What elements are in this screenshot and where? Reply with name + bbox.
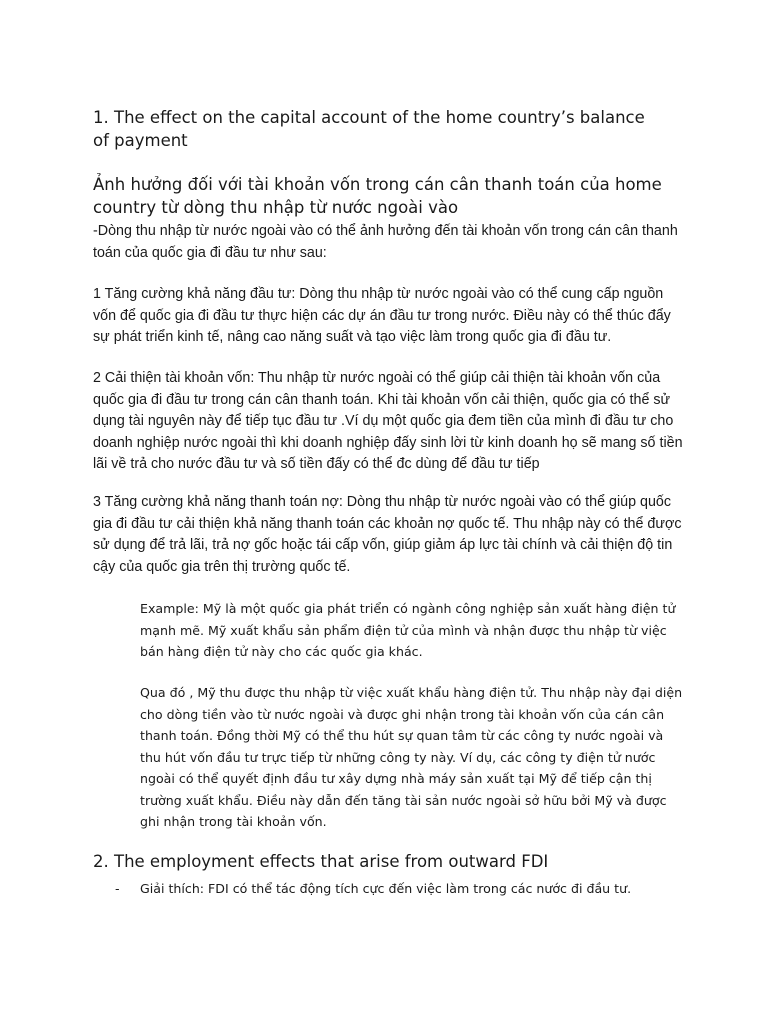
- bullet-list-item: [115, 878, 685, 900]
- section-1-heading: 1. The effect on the capital account of the home country’s balance of payment: [93, 108, 645, 150]
- example-paragraph: Example: Mỹ là một quốc gia phát triển có ngành công nghiệp sản xuất hàng điện tử mạnh mẽ. Mỹ xuất khẩu sản phẩm điện tử của mình và nhận được thu nhập từ việc bán hàng điện tử này cho các quốc gia khác.: [140, 601, 676, 659]
- example-detail-paragraph: Qua đó , Mỹ thu được thu nhập từ việc xuất khẩu hàng điện tử. Thu nhập này đại diện cho dòng tiền vào từ nước ngoài và được ghi nhận trong tài khoản vốn của cán cân thanh toán. Đồng thời Mỹ có thể thu hút sự quan tâm từ các công ty nước ngoài và thu hút vốn đầu tư trực tiếp từ những công ty này. Ví dụ, các công ty điện tử nước ngoài có thể quyết định đầu tư xây dựng nhà máy sản xuất tại Mỹ để tiếp cận thị trường xuất khẩu. Điều này dẫn đến tăng tài sản nước ngoài sở hữu bởi Mỹ và được ghi nhận trong tài khoản vốn.: [140, 685, 683, 829]
- point-1-paragraph: 1 Tăng cường khả năng đầu tư: Dòng thu nhập từ nước ngoài vào có thể cung cấp nguồn vốn để quốc gia đi đầu tư thực hiện các dự án đầu tư trong nước. Điều này có thể thúc đẩy sự phát triển kinh tế, nâng cao năng suất và tạo việc làm trong quốc gia đi đầu tư.: [93, 286, 671, 345]
- bullet-text: Giải thích: FDI có thể tác động tích cực đến việc làm trong các nước đi đầu tư.: [140, 881, 632, 896]
- section-1-subheading: Ảnh hưởng đối với tài khoản vốn trong cán cân thanh toán của home country từ dòng thu nhập từ nước ngoài vào: [93, 175, 662, 217]
- point-2-paragraph: 2 Cải thiện tài khoản vốn: Thu nhập từ nước ngoài có thể giúp cải thiện tài khoản vốn của quốc gia đi đầu tư trong cán cân thanh toán. Khi tài khoản vốn cải thiện, quốc gia có thể sử dụng tài nguyên này để tiếp tục đầu tư .Ví dụ một quốc gia đem tiền của mình đi đầu tư cho doanh nghiệp nước ngoài thì khi doanh nghiệp đấy sinh lời từ kinh doanh họ sẽ mang số tiền lãi về trả cho nước đầu tư và số tiền đấy có thể đc dùng để đầu tư tiếp: [93, 370, 683, 472]
- bullet-dash: -: [115, 881, 120, 896]
- point-3-paragraph: 3 Tăng cường khả năng thanh toán nợ: Dòng thu nhập từ nước ngoài vào có thể giúp quốc gia đi đầu tư cải thiện khả năng thanh toán các khoản nợ quốc tế. Thu nhập này có thể được sử dụng để trả lãi, trả nợ gốc hoặc tái cấp vốn, giúp giảm áp lực tài chính và cải thiện độ tin cậy của quốc gia trên thị trường quốc tế.: [93, 494, 682, 575]
- intro-paragraph: -Dòng thu nhập từ nước ngoài vào có thể ảnh hưởng đến tài khoản vốn trong cán cân thanh toán của quốc gia đi đầu tư như sau:: [93, 223, 678, 261]
- section-2-heading: 2. The employment effects that arise from outward FDI: [93, 852, 549, 871]
